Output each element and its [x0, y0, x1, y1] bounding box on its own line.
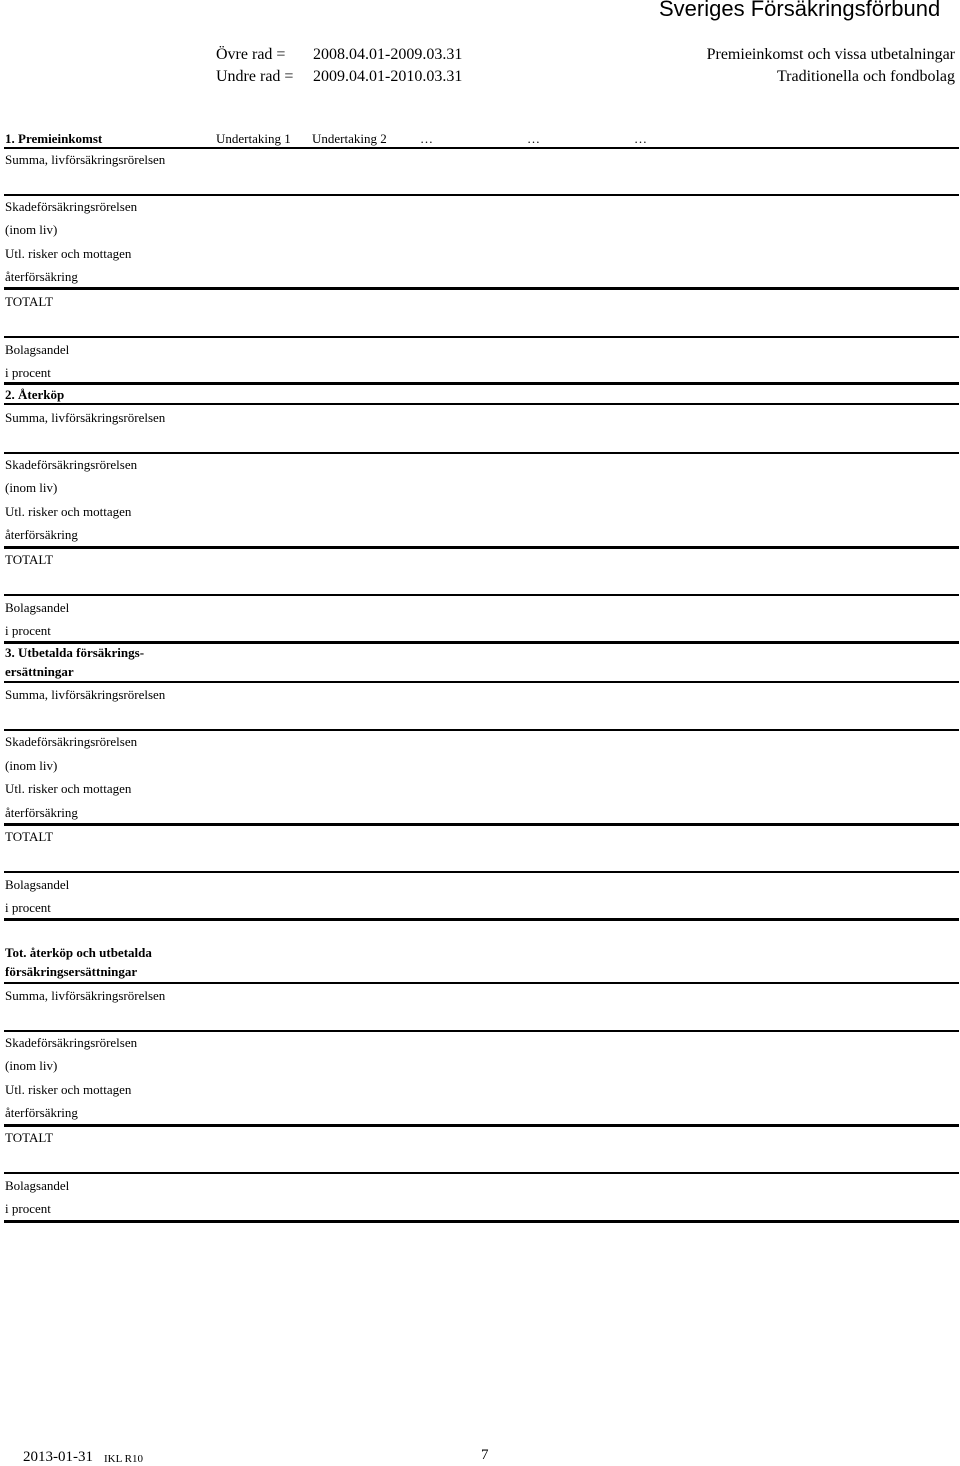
- row-label-foreign: Utl. risker och mottagen: [5, 246, 132, 261]
- row-label-non-life: Skadeförsäkringsrörelsen: [5, 734, 138, 749]
- column-header-ellipsis: …: [527, 131, 540, 146]
- total-divider: [4, 1124, 959, 1127]
- report-title: Premieinkomst och vissa utbetalningar: [706, 46, 955, 63]
- column-header-ellipsis: …: [420, 131, 433, 146]
- row-label-foreign: återförsäkring: [5, 805, 78, 820]
- row-divider: [4, 403, 959, 405]
- row-divider: [4, 594, 959, 596]
- section-title: 2. Återköp: [5, 387, 65, 402]
- total-divider: [4, 287, 959, 290]
- section-title: försäkringsersättningar: [5, 964, 138, 979]
- row-label-life-sum: Summa, livförsäkringsrörelsen: [5, 410, 166, 425]
- row-label-foreign: Utl. risker och mottagen: [5, 504, 132, 519]
- row-divider: [4, 147, 959, 149]
- row-divider: [4, 452, 959, 454]
- upper-row-label: Övre rad =: [216, 46, 286, 63]
- row-label-share: Bolagsandel: [5, 1178, 70, 1193]
- report-subtitle: Traditionella och fondbolag: [776, 68, 955, 85]
- row-divider: [4, 1172, 959, 1174]
- row-label-non-life: (inom liv): [5, 480, 58, 495]
- row-label-total: TOTALT: [5, 294, 54, 309]
- row-label-foreign: återförsäkring: [5, 1105, 78, 1120]
- row-label-non-life: Skadeförsäkringsrörelsen: [5, 199, 138, 214]
- row-label-total: TOTALT: [5, 829, 54, 844]
- row-label-foreign: återförsäkring: [5, 269, 78, 284]
- section-divider: [4, 918, 959, 921]
- row-label-non-life: (inom liv): [5, 222, 58, 237]
- row-divider: [4, 729, 959, 731]
- section-title: ersättningar: [5, 664, 74, 679]
- column-header-ellipsis: …: [634, 131, 647, 146]
- total-divider: [4, 823, 959, 826]
- row-label-non-life: (inom liv): [5, 1058, 58, 1073]
- row-label-non-life: Skadeförsäkringsrörelsen: [5, 457, 138, 472]
- row-label-life-sum: Summa, livförsäkringsrörelsen: [5, 988, 166, 1003]
- row-label-total: TOTALT: [5, 552, 54, 567]
- row-divider: [4, 982, 959, 984]
- row-label-share: Bolagsandel: [5, 600, 70, 615]
- section-title: Tot. återköp och utbetalda: [5, 945, 152, 960]
- row-label-foreign: återförsäkring: [5, 527, 78, 542]
- lower-row-period: 2009.04.01-2010.03.31: [313, 68, 463, 85]
- row-divider: [4, 1030, 959, 1032]
- row-label-share: Bolagsandel: [5, 342, 70, 357]
- row-divider: [4, 871, 959, 873]
- column-header-undertaking-1: Undertaking 1: [216, 131, 291, 146]
- section-title: 1. Premieinkomst: [5, 131, 103, 146]
- section-divider: [4, 1220, 959, 1223]
- row-label-share: i procent: [5, 365, 51, 380]
- row-label-non-life: Skadeförsäkringsrörelsen: [5, 1035, 138, 1050]
- footer-code: IKL R10: [104, 1453, 144, 1465]
- section-divider: [4, 641, 959, 644]
- row-label-share: i procent: [5, 623, 51, 638]
- row-divider: [4, 194, 959, 196]
- upper-row-period: 2008.04.01-2009.03.31: [313, 46, 463, 63]
- row-label-share: i procent: [5, 900, 51, 915]
- section-divider: [4, 382, 959, 385]
- row-label-share: i procent: [5, 1201, 51, 1216]
- footer-date: 2013-01-31: [23, 1449, 93, 1465]
- row-label-life-sum: Summa, livförsäkringsrörelsen: [5, 687, 166, 702]
- organization-name: Sveriges Försäkringsförbund: [659, 0, 941, 21]
- page-number: 7: [481, 1447, 489, 1463]
- row-label-life-sum: Summa, livförsäkringsrörelsen: [5, 152, 166, 167]
- row-label-foreign: Utl. risker och mottagen: [5, 1082, 132, 1097]
- row-divider: [4, 336, 959, 338]
- section-title: 3. Utbetalda försäkrings-: [5, 645, 145, 660]
- row-label-total: TOTALT: [5, 1130, 54, 1145]
- total-divider: [4, 546, 959, 549]
- row-label-non-life: (inom liv): [5, 758, 58, 773]
- lower-row-label: Undre rad =: [216, 68, 294, 85]
- row-label-share: Bolagsandel: [5, 877, 70, 892]
- column-header-undertaking-2: Undertaking 2: [312, 131, 387, 146]
- row-divider: [4, 681, 959, 683]
- row-label-foreign: Utl. risker och mottagen: [5, 781, 132, 796]
